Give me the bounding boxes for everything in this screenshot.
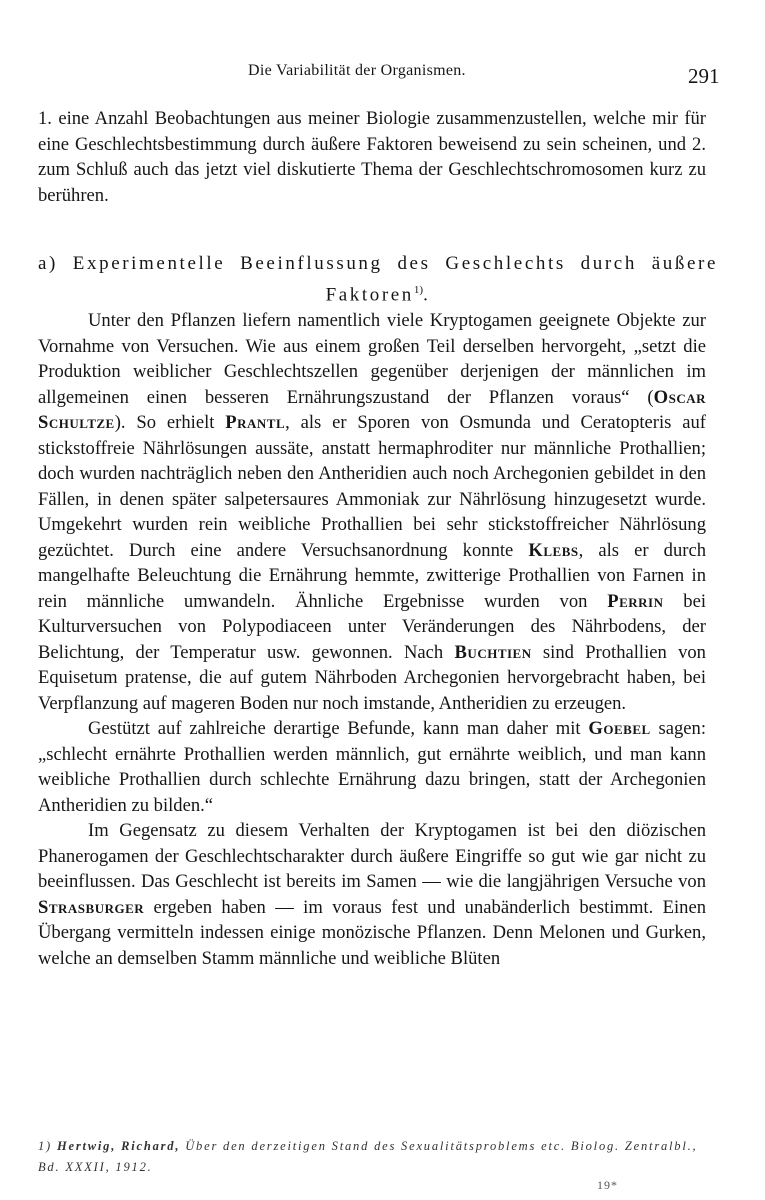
intro-text: 1. eine Anzahl Beobachtungen aus meiner Biologie zusammenzustellen, welche mir für eine Geschlechtsbestimmung durch äußere Faktoren beweisend zu sein scheinen, und 2. zum Schluß auch das jetzt viel diskutierte Thema der Geschlechtschromosomen kurz zu berühren. <box>38 108 706 206</box>
footnote-author: Hertwig, Richard, <box>56 1139 181 1153</box>
person-name: Strasburger <box>38 896 145 918</box>
paragraph-1 <box>38 308 706 716</box>
footnote-text: Über den derzeitigen Stand des Sexualitätsproblems etc. Biolog. Zentralbl., Bd. XXXII, 1912. <box>38 1139 698 1174</box>
text-run: ergeben haben — im voraus fest und unabänderlich bestimmt. Einen Übergang vermitteln indessen einige monözische Pflanzen. Denn Melonen und Gurken, welche an demselben Stamm männliche und weibliche Blüten <box>38 896 706 969</box>
section-heading-end: . <box>423 284 431 306</box>
person-name: Goebel <box>588 718 651 739</box>
text-run: sind Prothallien von Equisetum pratense, die auf gutem Nährboden Archegonien hervorgebracht haben, bei Verpflanzung auf mageren Boden nur noch imstande, Antheridien zu erzeugen. <box>38 641 706 714</box>
page-number: 291 <box>688 64 720 88</box>
footnote <box>38 1136 718 1178</box>
text-run: Im Gegensatz zu diesem Verhalten der Kryptogamen ist bei den diözischen Phanerogamen der Geschlechtscharakter durch äußere Eingriffe so gut wie gar nicht zu beeinflussen. Das Geschlecht ist bereits im Samen — wie die langjährigen Versuche von <box>38 820 706 892</box>
paragraph-3 <box>38 818 706 971</box>
person-name: Oscar Schultze <box>38 386 706 433</box>
person-name: Klebs <box>528 539 579 561</box>
person-name: Buchtien <box>454 641 532 663</box>
footnote-marker: 1) <box>38 1139 53 1153</box>
text-run: sagen: „schlecht ernährte Prothallien werden männlich, gut ernährte weiblich, und man kann weibliche Prothallien durch schlechte Ernährung dazu bringen, statt der Archegonien Antheridien zu bilden.“ <box>38 718 706 816</box>
running-title: Die Variabilität der Organismen. <box>248 62 466 79</box>
person-name: Perrin <box>607 590 664 612</box>
section-footnote-marker[interactable]: 1) <box>413 284 424 296</box>
section-heading <box>38 250 718 308</box>
section-heading-text: a) Experimentelle Beeinflussung des Geschlechts durch äußere Faktoren <box>38 253 718 306</box>
text-run: , als er Sporen von Osmunda und Ceratopteris auf stickstoffreie Nährlösungen aussäte, anstatt hermaphroditer nur männliche Prothallien; doch wurden nachträglich neben den Antheridien auch noch Archegonien gebildet in den Fällen, in denen später salpetersaures Ammoniak zur Nährlösung hinzugesetzt wurde. Umgekehrt wurden rein weibliche Prothallien bei sehr stickstoffreicher Nährlösung gezüchtet. Durch eine andere Versuchsanordnung konnte <box>38 412 706 561</box>
body-text <box>38 308 706 971</box>
text-run: Unter den Pflanzen liefern namentlich viele Kryptogamen geeignete Objekte zur Vornahme von Versuchen. Wie aus einem großen Teil derselben hervorgeht, „setzt die Produktion weiblicher Geschlechtszellen gegenüber derjenigen der männlichen im allgemeinen einen besseren Ernährungszustand der Pflanzen voraus“ ( <box>38 310 706 408</box>
sheet-signature: 19* <box>597 1178 618 1192</box>
person-name: Prantl <box>225 412 286 433</box>
text-run: ). So erhielt <box>114 412 226 433</box>
text-run: , als er durch mangelhafte Beleuchtung die Ernährung hemmte, zwitterige Prothallien von Farnen in rein männliche umwandeln. Ähnliche Ergebnisse wurden von <box>38 539 706 612</box>
text-run: bei Kulturversuchen von Polypodiaceen unter Veränderungen des Nährbodens, der Belichtung, der Temperatur usw. gewonnen. Nach <box>38 590 706 663</box>
paragraph-2 <box>38 716 706 818</box>
text-run: Gestützt auf zahlreiche derartige Befunde, kann man daher mit <box>88 718 589 739</box>
intro-paragraph <box>38 106 706 208</box>
